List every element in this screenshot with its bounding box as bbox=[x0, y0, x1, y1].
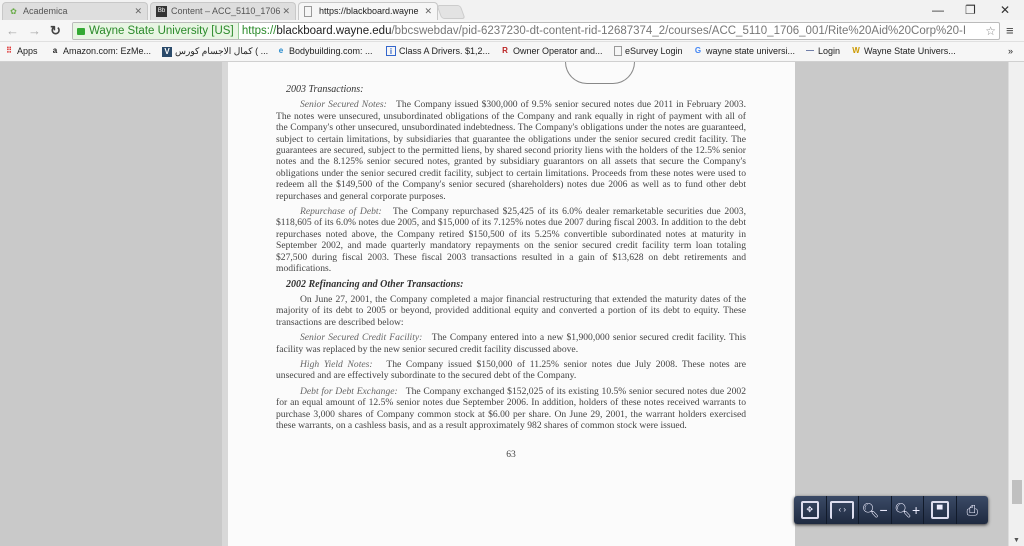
document-text bbox=[276, 84, 746, 461]
google-icon: G bbox=[694, 46, 702, 55]
zoom-in-icon: 🔍︎+ bbox=[894, 501, 921, 518]
menu-icon[interactable]: ≡ bbox=[1006, 23, 1014, 38]
bookmark-class-a[interactable] bbox=[386, 46, 490, 56]
login-icon: — bbox=[806, 46, 814, 55]
navigation-bar bbox=[0, 20, 1024, 42]
zoom-in-button[interactable] bbox=[892, 496, 925, 524]
pdf-page bbox=[222, 62, 795, 546]
bookmark-icon: V bbox=[162, 47, 172, 57]
academica-icon: ✿ bbox=[10, 7, 17, 16]
bookmark-label: Amazon.com: EzMe... bbox=[63, 46, 152, 56]
bodybuilding-icon: e bbox=[278, 46, 284, 55]
page-icon bbox=[614, 46, 622, 56]
print-icon: ⎙ bbox=[966, 501, 978, 518]
bookmarks-overflow[interactable]: » bbox=[1008, 46, 1014, 56]
bookmarks-bar bbox=[0, 42, 1024, 62]
bookmark-label: eSurvey Login bbox=[625, 46, 683, 56]
body: On June 27, 2001, the Company completed a major financial restructuring that extended the maturity dates of the majority of its debt to 2005 or beyond, provided additional equity and converted a portion of its debt to equity. These transactions are described below: bbox=[276, 293, 746, 328]
bookmark-amazon[interactable] bbox=[50, 46, 151, 56]
vertical-scrollbar[interactable] bbox=[1008, 62, 1024, 546]
fit-width-icon: ‹ › bbox=[830, 501, 854, 519]
zoom-out-icon: 🔍︎− bbox=[861, 501, 888, 518]
new-tab-button[interactable] bbox=[436, 5, 465, 19]
paragraph bbox=[276, 294, 746, 328]
close-tab-icon[interactable]: ✕ bbox=[424, 6, 432, 16]
heading-2002: 2002 Refinancing and Other Transactions: bbox=[286, 278, 464, 290]
pdf-toolbar bbox=[794, 496, 988, 524]
print-button[interactable] bbox=[957, 496, 989, 524]
tab-blackboard-pdf[interactable] bbox=[298, 2, 438, 20]
tab-title: Academica bbox=[23, 6, 68, 16]
info-icon: i bbox=[386, 46, 396, 56]
bookmark-bodybuilding[interactable] bbox=[276, 46, 373, 56]
tab-content[interactable] bbox=[150, 2, 296, 20]
paragraph bbox=[276, 332, 746, 355]
blackboard-icon: Bb bbox=[156, 6, 167, 17]
url-path: /bbcswebdav/pid-6237230-dt-content-rid-12687374_2/courses/ACC_5110_1706_001/Rite%20Aid%20Corp%20-I bbox=[391, 25, 967, 37]
paragraph bbox=[276, 386, 746, 432]
close-tab-icon[interactable]: ✕ bbox=[134, 6, 142, 16]
bookmark-label: wayne state universi... bbox=[706, 46, 796, 56]
page-icon bbox=[304, 6, 312, 17]
forward-icon[interactable]: → bbox=[28, 23, 41, 38]
lead: Repurchase of Debt: bbox=[300, 206, 382, 218]
tab-title: Content – ACC_5110_1706 bbox=[171, 6, 281, 16]
address-bar[interactable] bbox=[72, 22, 1000, 40]
back-icon[interactable]: ← bbox=[6, 23, 19, 38]
close-window-icon[interactable]: ✕ bbox=[1000, 3, 1011, 17]
minimize-icon[interactable]: — bbox=[932, 3, 944, 17]
scrollbar-thumb[interactable] bbox=[1012, 480, 1022, 504]
tab-academica[interactable] bbox=[2, 2, 148, 20]
bookmark-google[interactable] bbox=[693, 46, 795, 56]
amazon-icon: a bbox=[52, 46, 58, 55]
body: The Company exchanged $152,025 of its existing 10.5% senior secured notes due 2002 for an equal amount of 12.5% senior notes due September 2006. In addition, holders of these notes received warrants to purchase 3,000 shares of Company common stock at $6.00 per share. On June 29, 2001, the warrant holders exercised these warrants, on a cashless basis, and as a result approximately 982 shares of common stock were issued. bbox=[276, 385, 746, 431]
r-icon: R bbox=[502, 46, 508, 55]
url-protocol: https:// bbox=[241, 25, 277, 37]
bookmark-label: Apps bbox=[17, 46, 38, 56]
bookmark-label: Owner Operator and... bbox=[513, 46, 603, 56]
body: The Company entered into a new $1,900,000 senior secured credit facility. This facility was replaced by the new senior secured credit facility discussed above. bbox=[276, 332, 746, 355]
bookmark-esurvey[interactable] bbox=[614, 46, 683, 56]
bookmark-label: كمال الاجسام كورس ( ... bbox=[175, 46, 269, 56]
close-tab-icon[interactable]: ✕ bbox=[282, 6, 290, 16]
paragraph bbox=[276, 99, 746, 202]
fit-page-button[interactable] bbox=[794, 496, 827, 524]
save-button[interactable] bbox=[924, 496, 957, 524]
restore-icon[interactable]: ❐ bbox=[965, 3, 976, 17]
paragraph bbox=[276, 206, 746, 274]
tab-title: https://blackboard.wayne bbox=[319, 6, 419, 16]
bookmark-owner-operator[interactable] bbox=[500, 46, 603, 56]
reload-icon[interactable]: ↻ bbox=[50, 23, 61, 38]
bookmark-login[interactable] bbox=[805, 46, 840, 56]
bookmark-label: Class A Drivers. $1,2... bbox=[399, 46, 491, 56]
bookmark-wayne[interactable] bbox=[851, 46, 956, 56]
zoom-out-button[interactable] bbox=[859, 496, 892, 524]
pen-annotation bbox=[565, 62, 635, 84]
fit-width-button[interactable] bbox=[827, 496, 860, 524]
lead: High Yield Notes: bbox=[300, 358, 373, 370]
body: The Company issued $150,000 of 11.25% senior notes due July 2008. These notes are unsecured and are effectively subordinate to the secured debt of the Company. bbox=[276, 358, 746, 382]
save-icon: ▀ bbox=[931, 501, 949, 519]
url-host: blackboard.wayne.edu bbox=[276, 25, 392, 37]
body: The Company issued $300,000 of 9.5% senior secured notes due 2011 in February 2003. The notes were unsecured, unsubordinated obligations of the Company and rank equally in right of payment with all of the Company's other unsecured, unsubordinated indebtedness. The Company's obligations under the notes are guaranteed, subject to certain limitations, by subsidiaries that guarantee the obligations under the senior secured credit facility. The guarantees are secured, subject to the permitted liens, by shared second priority liens with the holders of the 12.5% senior notes and the 8.125% senior secured notes, granted by subsidiary guarantors on all assets that secure the Company's obligations under the senior secured credit facility, subject to certain limitations. Proceeds from these notes were used to redeem all the $149,500 of the Company's senior secured (shareholders) notes due 2006 as well as to fund other debt repurchases and general corporate purposes. bbox=[276, 99, 747, 202]
wayne-icon: W bbox=[852, 46, 860, 55]
lead: Debt for Debt Exchange: bbox=[300, 385, 398, 397]
tab-strip bbox=[0, 0, 1024, 20]
lead: Senior Secured Credit Facility: bbox=[300, 332, 423, 344]
bookmark-apps[interactable] bbox=[4, 46, 38, 56]
page-number: 63 bbox=[506, 449, 516, 461]
bookmark-label: Login bbox=[818, 46, 841, 56]
bookmark-arabic[interactable] bbox=[162, 46, 268, 57]
lead: Senior Secured Notes: bbox=[300, 99, 387, 111]
bookmark-label: Wayne State Univers... bbox=[864, 46, 956, 56]
bookmark-label: Bodybuilding.com: ... bbox=[289, 46, 373, 56]
fit-page-icon: ✥ bbox=[801, 501, 819, 519]
body: The Company repurchased $25,425 of its 6.0% dealer remarketable securities due 2003, $118,605 of its 6.0% notes due 2005, and $15,000 of its 7.125% notes due 2007 during fiscal 2003. In addition to the debt repurchases noted above, the Company retired $150,500 of its 5.25% convertible subordinated notes at maturity in September 2002, and made quarterly mandatory repayments on the senior secured credit facility term loan totaling $27,500 during fiscal 2003. These fiscal 2003 transactions resulted in a gain of $13,628 on debt retirements and modifications. bbox=[276, 206, 746, 275]
apps-icon: ⠿ bbox=[6, 46, 12, 55]
heading-2003: 2003 Transactions: bbox=[286, 84, 364, 95]
pdf-viewer bbox=[0, 62, 1008, 546]
paragraph bbox=[276, 359, 746, 382]
security-badge[interactable]: Wayne State University [US] bbox=[73, 23, 239, 39]
bookmark-star-icon[interactable]: ☆ bbox=[985, 24, 996, 38]
scroll-down-arrow-icon[interactable]: ▼ bbox=[1013, 537, 1020, 544]
